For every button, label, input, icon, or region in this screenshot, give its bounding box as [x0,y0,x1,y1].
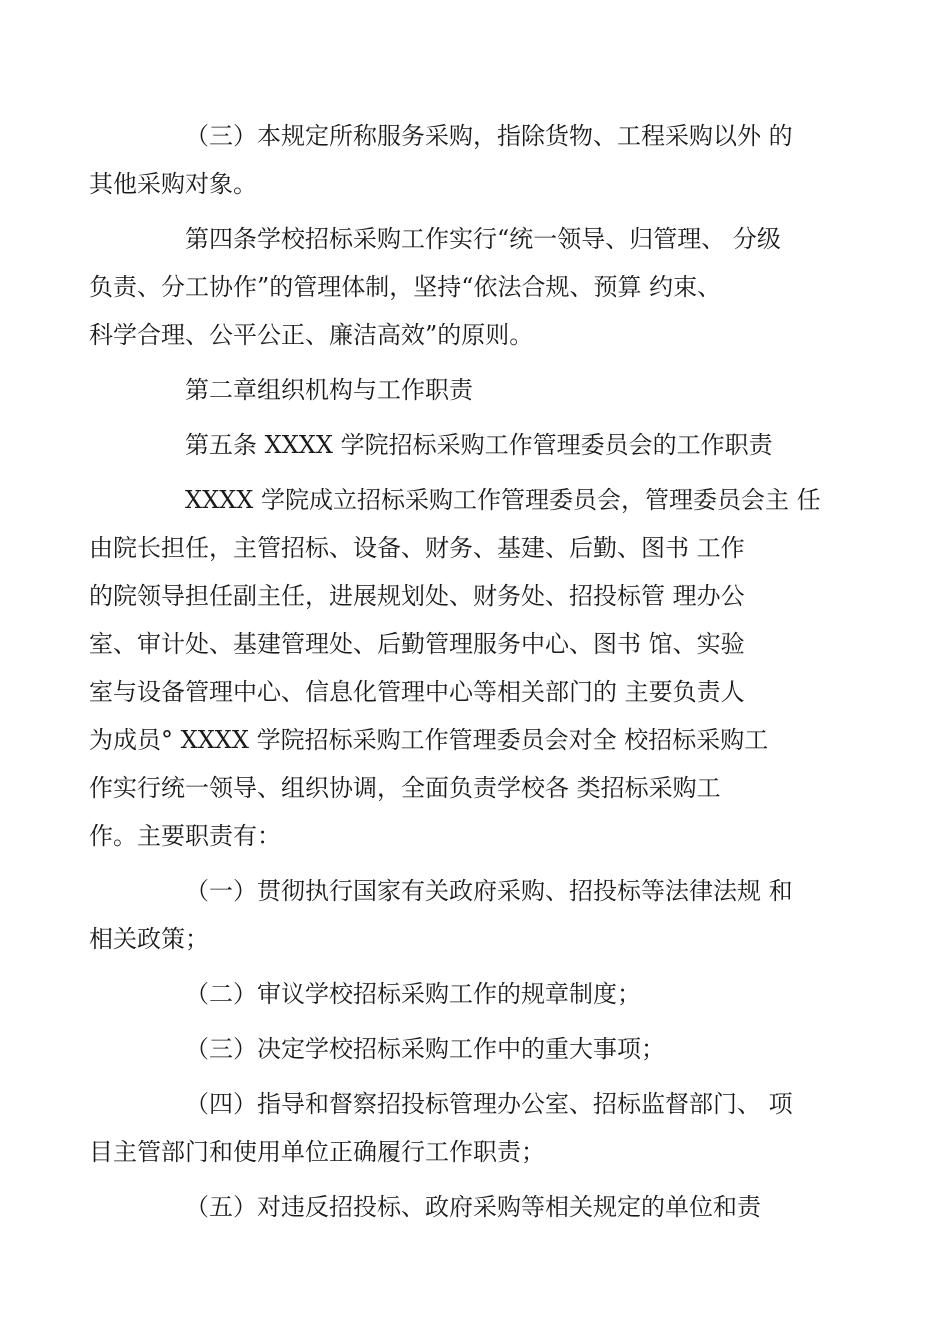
paragraph-article-4 [89,215,827,359]
text-line: 室、审计处、基建管理处、后勤管理服务中心、图书 馆、实验 [89,630,745,658]
paragraph-duty-1 [89,867,827,963]
text-line: （三）本规定所称服务采购，指除货物、工程采购以外 的 [185,122,793,150]
paragraph-duty-4 [89,1080,827,1176]
paragraph-duty-2 [137,970,827,1018]
text-line: 其他采购对象。 [89,170,257,198]
article-5-heading [137,421,827,469]
text-line: 科学合理、公平公正、廉洁高效”的原则。 [89,321,534,349]
text-line: 由院长担任，主管招标、设备、财务、基建、后勤、图书 工作 [89,534,745,562]
article-5-heading-text: 第五条 XXXX 学院招标采购工作管理委员会的工作职责 [185,431,773,459]
text-line: 为成员° XXXX 学院招标采购工作管理委员会对全 校招标采购工 [89,726,769,754]
text-line: （二）审议学校招标采购工作的规章制度； [185,980,641,1008]
text-line: XXXX 学院成立招标采购工作管理委员会，管理委员会主 任 [185,486,821,514]
paragraph-duty-5 [137,1183,827,1231]
text-line: （三）决定学校招标采购工作中的重大事项； [185,1035,665,1063]
text-line: 作实行统一领导、组织协调，全面负责学校各 类招标采购工 [89,774,721,802]
document-page [89,112,827,1238]
text-line: （一）贯彻执行国家有关政府采购、招投标等法律法规 和 [185,877,793,905]
text-line: 第四条学校招标采购工作实行“统一领导、归管理、 分级 [185,225,781,253]
chapter-heading-text: 第二章组织机构与工作职责 [185,376,473,404]
text-line: （四）指导和督察招投标管理办公室、招标监督部门、 项 [185,1090,793,1118]
text-line: 相关政策； [89,925,209,953]
text-line: （五）对违反招投标、政府采购等相关规定的单位和责 [185,1193,761,1221]
paragraph-committee [89,476,827,860]
paragraph-service-procurement [89,112,827,208]
text-line: 目主管部门和使用单位正确履行工作职责； [89,1138,545,1166]
chapter-heading [137,366,827,414]
text-line: 作。主要职责有： [89,822,281,850]
paragraph-duty-3 [137,1025,827,1073]
text-line: 室与设备管理中心、信息化管理中心等相关部门的 主要负责人 [89,678,745,706]
text-line: 的院领导担任副主任，进展规划处、财务处、招投标管 理办公 [89,582,745,610]
text-line: 负责、分工协作”的管理体制，坚持“依法合规、预算 约束、 [89,273,722,301]
